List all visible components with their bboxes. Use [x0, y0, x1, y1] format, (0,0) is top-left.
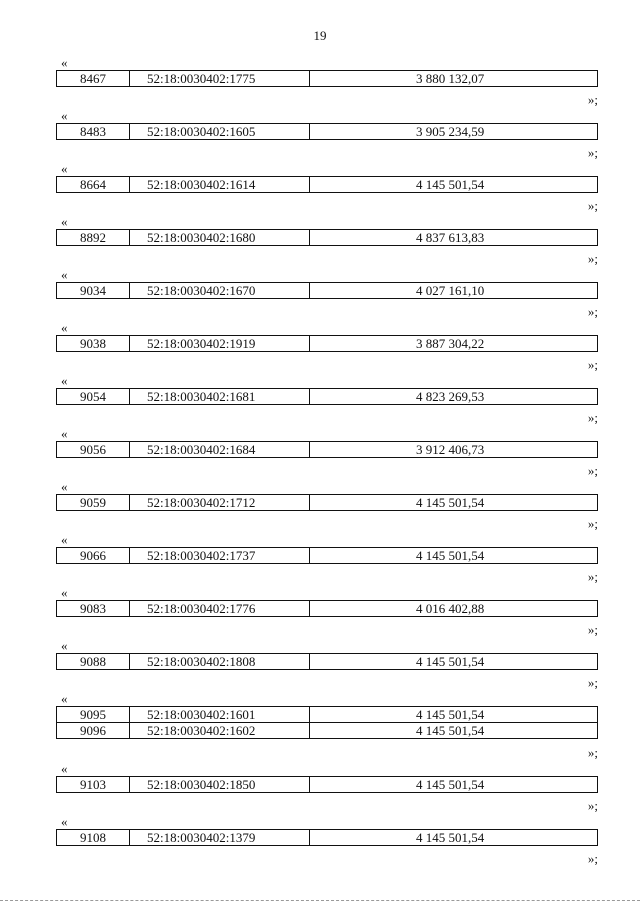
- cadastral-table: [56, 123, 598, 140]
- page-edge-line: [0, 900, 640, 901]
- table-row: [57, 777, 598, 793]
- close-quote: »;: [587, 463, 598, 478]
- table-row: [57, 723, 598, 739]
- close-quote: »;: [587, 622, 598, 637]
- close-quote: »;: [587, 198, 598, 213]
- cadastral-value-cell: 3 912 406,73: [310, 442, 598, 458]
- table-row: [57, 336, 598, 352]
- cadastral-table: [56, 70, 598, 87]
- close-quote: »;: [587, 798, 598, 813]
- cadastral-number-cell: 52:18:0030402:1379: [130, 830, 310, 846]
- open-quote: «: [61, 585, 68, 600]
- table-row: [57, 442, 598, 458]
- row-number-cell: 8467: [57, 71, 130, 87]
- open-quote: «: [61, 108, 68, 123]
- row-number-cell: 9095: [57, 707, 130, 723]
- table-row: [57, 283, 598, 299]
- cadastral-number-cell: 52:18:0030402:1808: [130, 654, 310, 670]
- close-quote: »;: [587, 304, 598, 319]
- open-quote: «: [61, 320, 68, 335]
- row-number-cell: 9054: [57, 389, 130, 405]
- cadastral-value-cell: 4 145 501,54: [310, 495, 598, 511]
- cadastral-table: [56, 176, 598, 193]
- row-number-cell: 9038: [57, 336, 130, 352]
- row-number-cell: 9066: [57, 548, 130, 564]
- table-row: [57, 230, 598, 246]
- cadastral-value-cell: 4 027 161,10: [310, 283, 598, 299]
- cadastral-value-cell: 4 016 402,88: [310, 601, 598, 617]
- cadastral-value-cell: 4 145 501,54: [310, 777, 598, 793]
- table-row: [57, 389, 598, 405]
- table-row: [57, 601, 598, 617]
- row-number-cell: 8664: [57, 177, 130, 193]
- open-quote: «: [61, 532, 68, 547]
- cadastral-number-cell: 52:18:0030402:1680: [130, 230, 310, 246]
- table-row: [57, 124, 598, 140]
- row-number-cell: 9034: [57, 283, 130, 299]
- close-quote: »;: [587, 410, 598, 425]
- cadastral-table: [56, 229, 598, 246]
- cadastral-number-cell: 52:18:0030402:1776: [130, 601, 310, 617]
- open-quote: «: [61, 761, 68, 776]
- cadastral-number-cell: 52:18:0030402:1605: [130, 124, 310, 140]
- cadastral-value-cell: 3 880 132,07: [310, 71, 598, 87]
- row-number-cell: 8483: [57, 124, 130, 140]
- cadastral-table: [56, 282, 598, 299]
- cadastral-number-cell: 52:18:0030402:1602: [130, 723, 310, 739]
- cadastral-value-cell: 3 887 304,22: [310, 336, 598, 352]
- cadastral-number-cell: 52:18:0030402:1684: [130, 442, 310, 458]
- close-quote: »;: [587, 251, 598, 266]
- table-row: [57, 830, 598, 846]
- cadastral-table: [56, 335, 598, 352]
- row-number-cell: 9103: [57, 777, 130, 793]
- cadastral-value-cell: 4 823 269,53: [310, 389, 598, 405]
- cadastral-table: [56, 600, 598, 617]
- cadastral-number-cell: 52:18:0030402:1737: [130, 548, 310, 564]
- cadastral-table: [56, 547, 598, 564]
- table-row: [57, 548, 598, 564]
- cadastral-number-cell: 52:18:0030402:1919: [130, 336, 310, 352]
- open-quote: «: [61, 214, 68, 229]
- cadastral-value-cell: 4 837 613,83: [310, 230, 598, 246]
- close-quote: »;: [587, 569, 598, 584]
- cadastral-value-cell: 4 145 501,54: [310, 548, 598, 564]
- open-quote: «: [61, 814, 68, 829]
- table-row: [57, 654, 598, 670]
- close-quote: »;: [587, 357, 598, 372]
- cadastral-value-cell: 4 145 501,54: [310, 707, 598, 723]
- open-quote: «: [61, 426, 68, 441]
- open-quote: «: [61, 373, 68, 388]
- row-number-cell: 9083: [57, 601, 130, 617]
- row-number-cell: 9056: [57, 442, 130, 458]
- open-quote: «: [61, 691, 68, 706]
- row-number-cell: 9059: [57, 495, 130, 511]
- open-quote: «: [61, 55, 68, 70]
- table-row: [57, 495, 598, 511]
- cadastral-number-cell: 52:18:0030402:1712: [130, 495, 310, 511]
- row-number-cell: 9108: [57, 830, 130, 846]
- close-quote: »;: [587, 516, 598, 531]
- table-row: [57, 707, 598, 723]
- cadastral-value-cell: 3 905 234,59: [310, 124, 598, 140]
- close-quote: »;: [587, 745, 598, 760]
- close-quote: »;: [587, 851, 598, 866]
- open-quote: «: [61, 479, 68, 494]
- close-quote: »;: [587, 145, 598, 160]
- cadastral-number-cell: 52:18:0030402:1850: [130, 777, 310, 793]
- close-quote: »;: [587, 92, 598, 107]
- cadastral-table: [56, 388, 598, 405]
- row-number-cell: 9088: [57, 654, 130, 670]
- cadastral-table: [56, 706, 598, 739]
- cadastral-number-cell: 52:18:0030402:1681: [130, 389, 310, 405]
- cadastral-table: [56, 441, 598, 458]
- cadastral-value-cell: 4 145 501,54: [310, 654, 598, 670]
- cadastral-table: [56, 776, 598, 793]
- cadastral-value-cell: 4 145 501,54: [310, 723, 598, 739]
- cadastral-number-cell: 52:18:0030402:1775: [130, 71, 310, 87]
- table-row: [57, 177, 598, 193]
- cadastral-value-cell: 4 145 501,54: [310, 830, 598, 846]
- cadastral-table: [56, 494, 598, 511]
- cadastral-table: [56, 829, 598, 846]
- cadastral-value-cell: 4 145 501,54: [310, 177, 598, 193]
- row-number-cell: 8892: [57, 230, 130, 246]
- page-number: 19: [313, 28, 327, 43]
- cadastral-number-cell: 52:18:0030402:1601: [130, 707, 310, 723]
- cadastral-number-cell: 52:18:0030402:1614: [130, 177, 310, 193]
- open-quote: «: [61, 267, 68, 282]
- cadastral-table: [56, 653, 598, 670]
- open-quote: «: [61, 638, 68, 653]
- cadastral-number-cell: 52:18:0030402:1670: [130, 283, 310, 299]
- open-quote: «: [61, 161, 68, 176]
- table-row: [57, 71, 598, 87]
- row-number-cell: 9096: [57, 723, 130, 739]
- close-quote: »;: [587, 675, 598, 690]
